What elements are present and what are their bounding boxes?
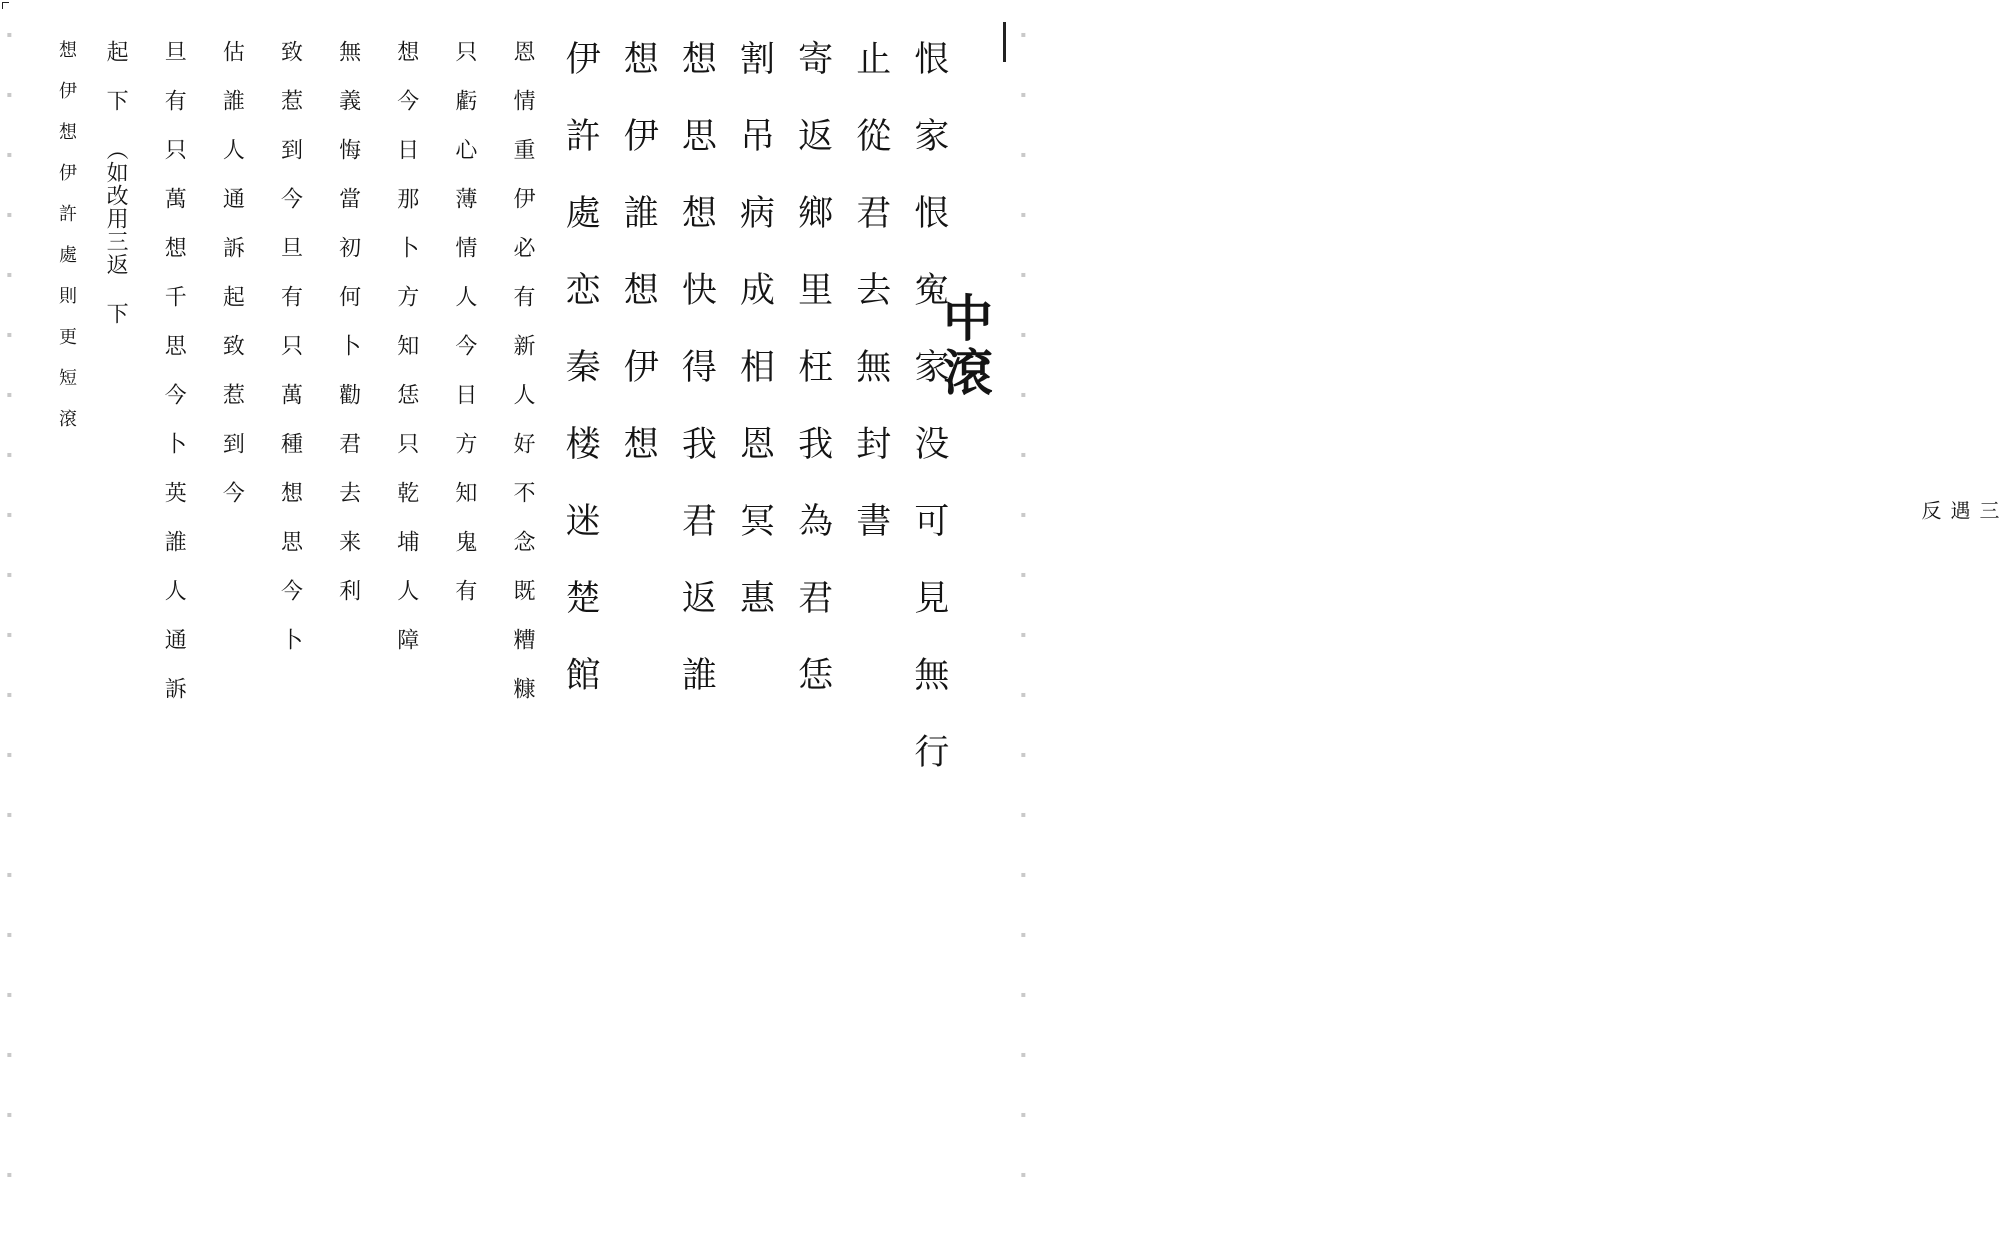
watermark-mark: ▪ [5,330,14,339]
score-sheet [28,40,2000,1210]
watermark-mark: ▪ [5,990,14,999]
watermark-mark: ▪ [1019,450,1028,459]
watermark-mark: ▪ [1019,630,1028,639]
watermark-strip-right [1016,0,1028,1254]
watermark-strip-left [2,0,14,1254]
annotation-column: 想 伊 想 伊 許 處 則 更 短 滾 [56,40,77,428]
watermark-mark: ▪ [1019,990,1028,999]
watermark-mark: ▪ [1019,390,1028,399]
watermark-mark: ▪ [5,30,14,39]
watermark-mark: ▪ [1019,510,1028,519]
watermark-mark: ▪ [5,930,14,939]
watermark-mark: ▪ [1019,570,1028,579]
watermark-mark: ▪ [5,1170,14,1179]
watermark-mark: ▪ [1019,930,1028,939]
watermark-mark: ▪ [5,150,14,159]
watermark-mark: ▪ [5,870,14,879]
watermark-mark: ▪ [1019,150,1028,159]
watermark-mark: ▪ [1019,690,1028,699]
heading-column [935,40,2000,540]
text-column-10: 想 今 日 那 卜 方 知 恁 只 乾 埔 人 障 [393,40,419,651]
watermark-mark: ▪ [1019,90,1028,99]
watermark-mark: ▪ [1019,330,1028,339]
text-columns [28,40,958,1210]
watermark-mark: ▪ [5,90,14,99]
text-column-12: 致 惹 到 今 旦 有 只 萬 種 想 思 今 卜 [277,40,303,651]
watermark-mark: ▪ [5,450,14,459]
watermark-mark: ▪ [1019,750,1028,759]
watermark-mark: ▪ [1019,30,1028,39]
watermark-mark: ▪ [5,510,14,519]
text-column-14: 旦 有 只 萬 想 千 思 今 卜 英 誰 人 通 訴 [161,40,187,700]
watermark-mark: ▪ [1019,270,1028,279]
text-column-9: 只 虧 心 薄 情 人 今 日 方 知 鬼 有 [451,40,477,602]
text-column-8: 恩 情 重 伊 必 有 新 人 好 不 念 既 糟 糠 [510,40,535,700]
watermark-mark: ▪ [5,210,14,219]
watermark-mark: ▪ [1019,1110,1028,1119]
text-column-5: 想 思 想 快 得 我 君 返 誰 [676,40,717,692]
watermark-mark: ▪ [1019,810,1028,819]
watermark-mark: ▪ [5,630,14,639]
page-subtitle: 三遇反 [1918,500,2000,522]
watermark-mark: ▪ [1019,1170,1028,1179]
watermark-mark: ▪ [1019,870,1028,879]
scan-edge-rule [1003,22,1006,62]
watermark-mark: ▪ [5,810,14,819]
text-column-6: 想 伊 誰 想 伊 想 [618,40,659,461]
watermark-mark: ▪ [5,270,14,279]
text-column-3: 寄 返 鄉 里 枉 我 為 君 恁 [792,40,833,692]
watermark-mark: ▪ [1019,1050,1028,1059]
text-column-1: 恨 家 恨 寃 家 没 可 見 無 行 [908,40,949,769]
text-column-15: 起 下 （如改用三返 下 [103,40,129,325]
watermark-mark: ▪ [5,570,14,579]
text-column-13: 估 誰 人 通 訴 起 致 惹 到 今 [219,40,245,504]
watermark-mark: ▪ [1019,210,1028,219]
watermark-mark: ▪ [5,690,14,699]
watermark-mark: ▪ [5,1110,14,1119]
text-column-4: 割 吊 病 成 相 恩 冥 惠 [734,40,775,615]
watermark-mark: ▪ [5,390,14,399]
text-column-11: 無 義 悔 當 初 何 卜 勸 君 去 来 利 [335,40,361,602]
watermark-mark: ▪ [5,750,14,759]
text-column-2: 止 從 君 去 無 封 書 [850,40,891,538]
page-title: 中滾 [935,292,994,400]
watermark-mark: ▪ [5,1050,14,1059]
text-column-7: 伊 許 處 恋 秦 楼 迷 楚 館 [560,40,601,692]
